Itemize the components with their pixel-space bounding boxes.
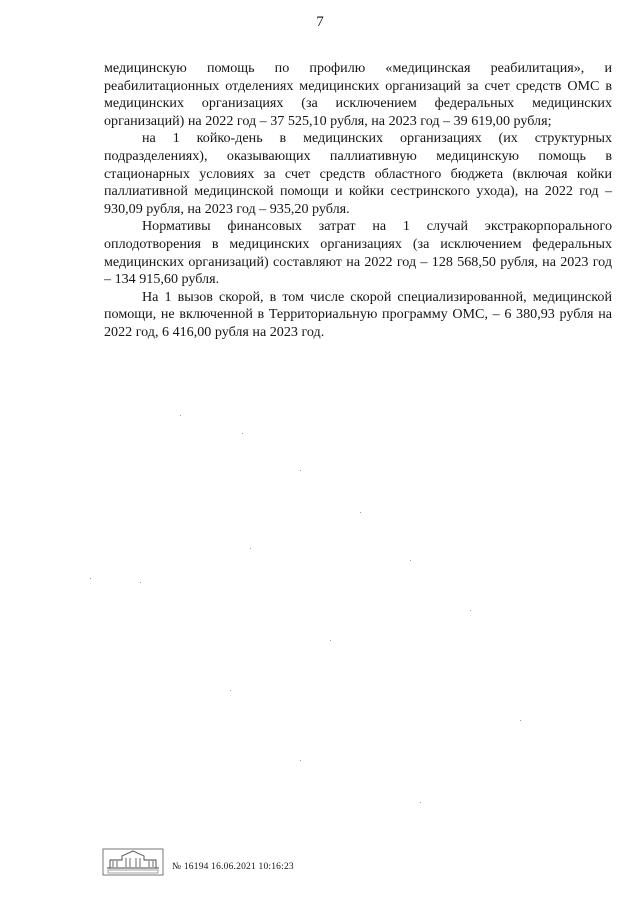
paragraph-palliative-bed-day: на 1 койко-день в медицинских организациях (их структурных подразделениях), оказывающих паллиативную медицинскую помощь в стационарных условиях за счет средств областного бюджета (включая койки паллиативной медицинской помощи и койки сестринского ухода), на 2022 год – 930,09 рубля, на 2023 год – 935,20 рубля. bbox=[104, 130, 612, 217]
page-number: 7 bbox=[316, 14, 324, 30]
paragraph-rehabilitation: медицинскую помощь по профилю «медицинская реабилитация», и реабилитационных отделениях медицинских организаций за счет средств ОМС в медицинских организациях (за исключением федеральных медицинских организаций) на 2022 год – 37 525,10 рубля, на 2023 год – 39 619,00 рубля; bbox=[104, 60, 612, 129]
government-building-stamp-icon bbox=[102, 848, 164, 876]
registration-number-timestamp: № 16194 16.06.2021 10:16:23 bbox=[172, 862, 294, 872]
registration-footer bbox=[102, 848, 294, 876]
paragraph-ivf-standards: Нормативы финансовых затрат на 1 случай экстракорпорального оплодотворения в медицинских организациях (за исключением федеральных медицинских организаций) составляют на 2022 год – 128 568,50 рубля, на 2023 год – 134 915,60 рубля. bbox=[104, 218, 612, 288]
document-body bbox=[104, 60, 612, 342]
paragraph-ambulance-call: На 1 вызов скорой, в том числе скорой специализированной, медицинской помощи, не включенной в Территориальную программу ОМС, – 6 380,93 рубля на 2022 год, 6 416,00 рубля на 2023 год. bbox=[104, 288, 612, 340]
